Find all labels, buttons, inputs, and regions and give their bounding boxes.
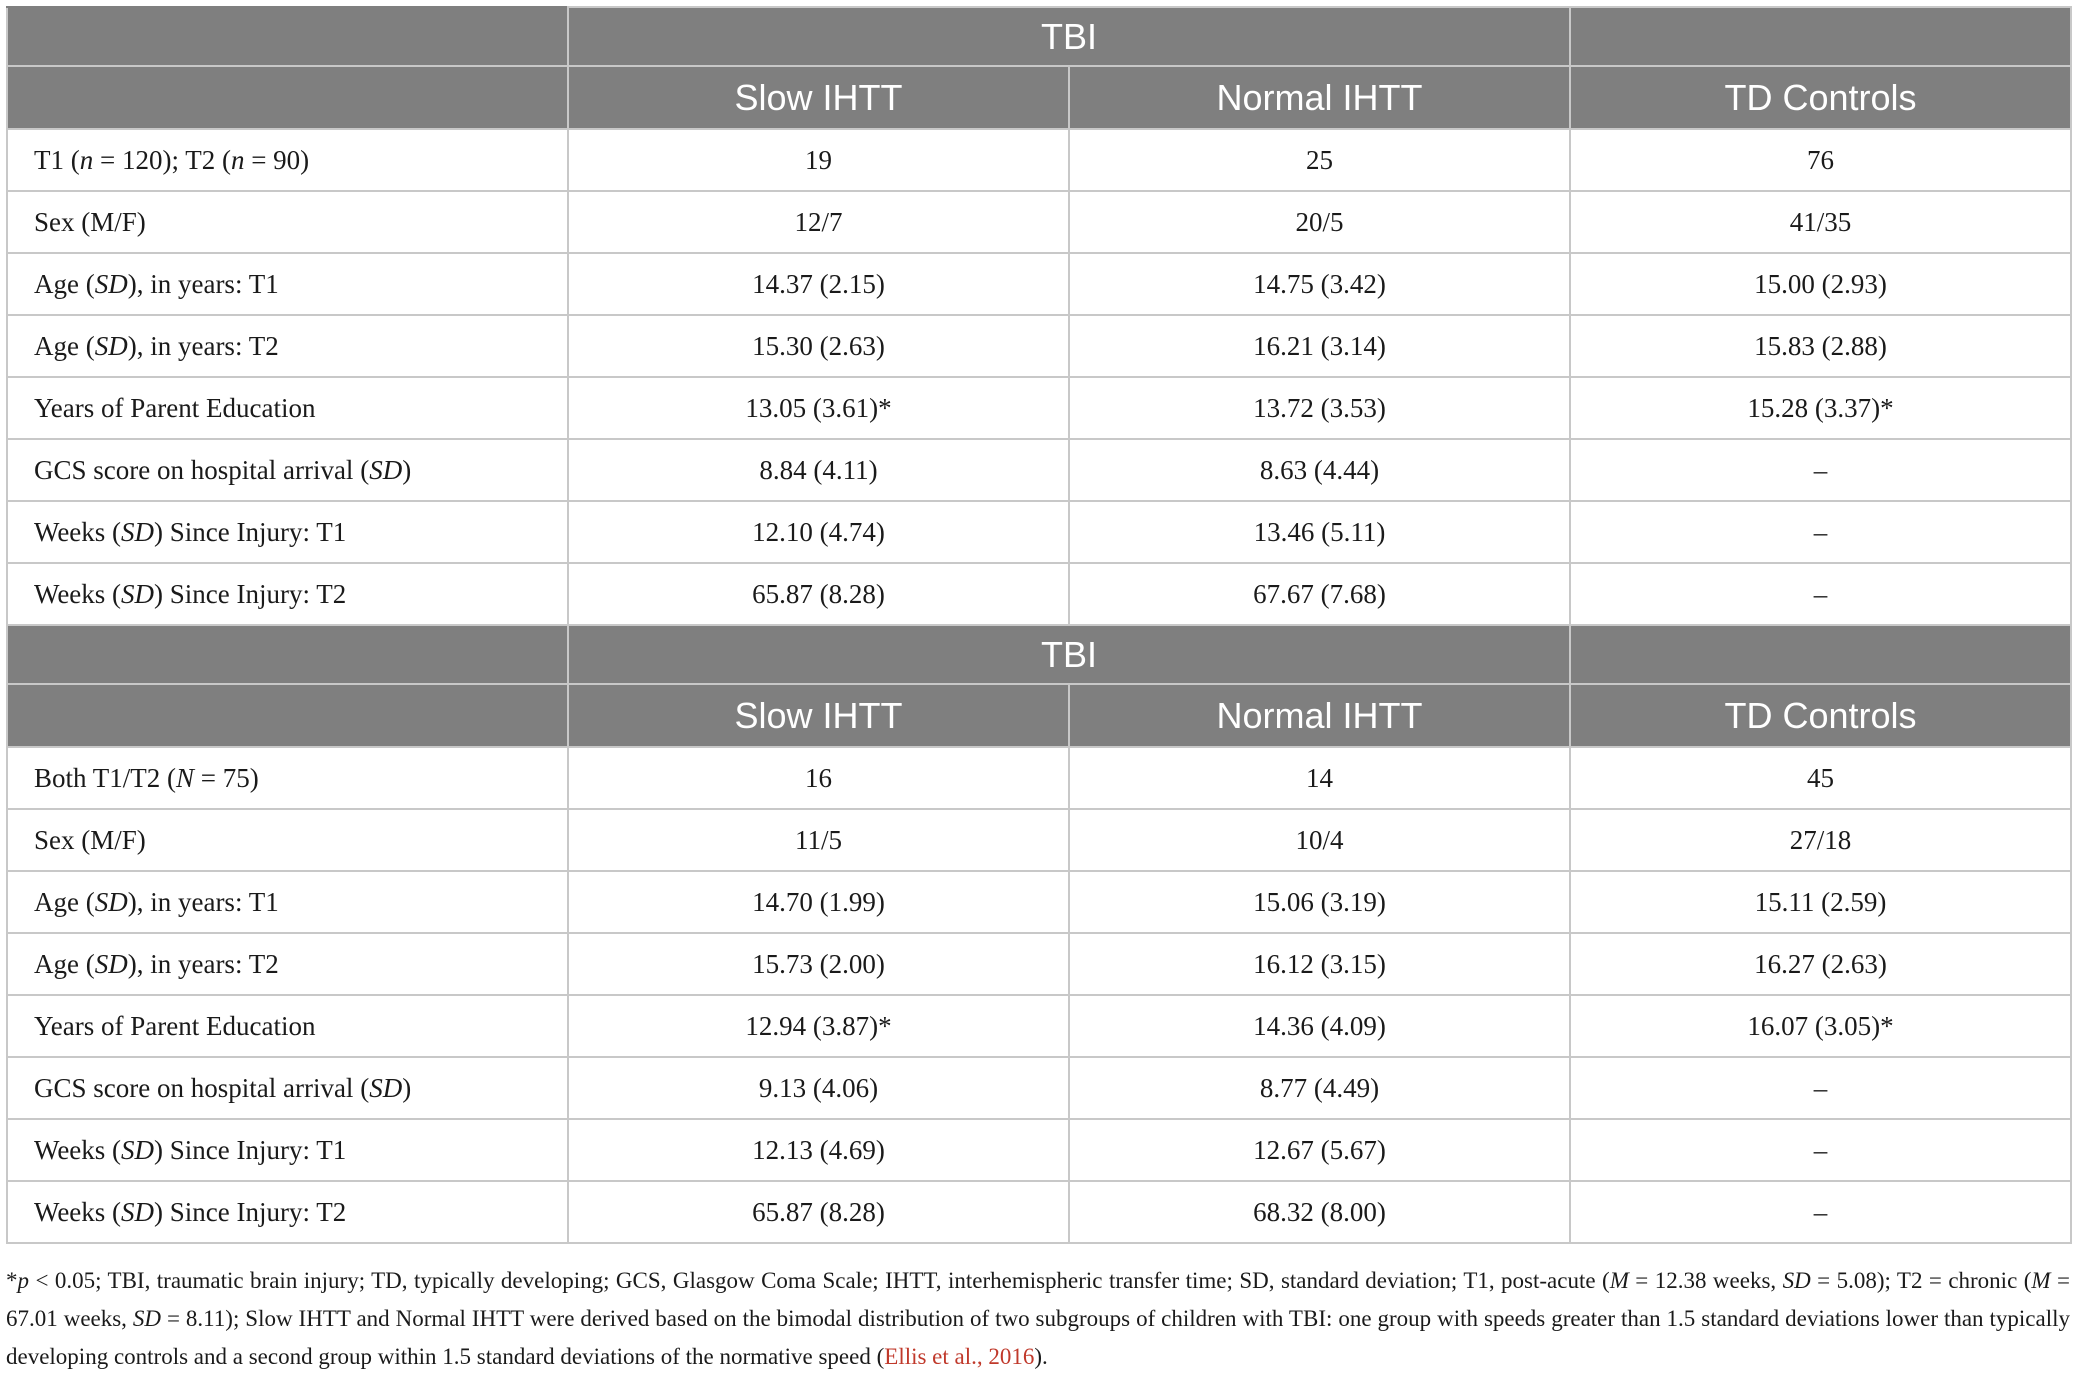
row-label: Age (SD), in years: T1 <box>7 871 568 933</box>
table-cell: 14 <box>1069 747 1570 809</box>
group-header-row <box>7 625 2071 684</box>
footnote-citation-link[interactable]: Ellis et al., 2016 <box>884 1344 1035 1369</box>
table-cell: 65.87 (8.28) <box>568 1181 1069 1243</box>
header-blank-cell <box>7 625 568 684</box>
header-blank-cell <box>1570 625 2071 684</box>
table-cell: 16.07 (3.05)* <box>1570 995 2071 1057</box>
row-label: Weeks (SD) Since Injury: T2 <box>7 1181 568 1243</box>
column-header: Normal IHTT <box>1069 66 1570 129</box>
table-cell: 12.10 (4.74) <box>568 501 1069 563</box>
table-cell: 8.84 (4.11) <box>568 439 1069 501</box>
table-cell: 16.27 (2.63) <box>1570 933 2071 995</box>
group-header-tbi: TBI <box>568 625 1570 684</box>
header-blank-cell <box>7 66 568 129</box>
table-cell: 45 <box>1570 747 2071 809</box>
table-cell: 14.36 (4.09) <box>1069 995 1570 1057</box>
row-label: Years of Parent Education <box>7 377 568 439</box>
table-cell: 14.70 (1.99) <box>568 871 1069 933</box>
table-row <box>7 1119 2071 1181</box>
row-label: Sex (M/F) <box>7 809 568 871</box>
row-label: Both T1/T2 (N = 75) <box>7 747 568 809</box>
table-cell: 65.87 (8.28) <box>568 563 1069 625</box>
table-cell: 14.37 (2.15) <box>568 253 1069 315</box>
table-cell: 11/5 <box>568 809 1069 871</box>
row-label: Weeks (SD) Since Injury: T1 <box>7 1119 568 1181</box>
table-cell: – <box>1570 1119 2071 1181</box>
table-row <box>7 377 2071 439</box>
table-row <box>7 315 2071 377</box>
table-cell: 12/7 <box>568 191 1069 253</box>
header-blank-cell <box>1570 7 2071 66</box>
row-label: Age (SD), in years: T2 <box>7 315 568 377</box>
table-cell: 19 <box>568 129 1069 191</box>
table-cell: 13.72 (3.53) <box>1069 377 1570 439</box>
table-cell: 15.11 (2.59) <box>1570 871 2071 933</box>
table-cell: 15.30 (2.63) <box>568 315 1069 377</box>
table-row <box>7 191 2071 253</box>
table-cell: 76 <box>1570 129 2071 191</box>
table-cell: 68.32 (8.00) <box>1069 1181 1570 1243</box>
table-body <box>7 7 2071 1243</box>
table-cell: 16.12 (3.15) <box>1069 933 1570 995</box>
column-header: TD Controls <box>1570 684 2071 747</box>
column-header: Slow IHTT <box>568 684 1069 747</box>
table-cell: – <box>1570 439 2071 501</box>
group-header-tbi: TBI <box>568 7 1570 66</box>
column-header-row <box>7 66 2071 129</box>
row-label: T1 (n = 120); T2 (n = 90) <box>7 129 568 191</box>
row-label: Weeks (SD) Since Injury: T2 <box>7 563 568 625</box>
table-row <box>7 563 2071 625</box>
table-row <box>7 1057 2071 1119</box>
table-cell: 9.13 (4.06) <box>568 1057 1069 1119</box>
footnote-text: *p < 0.05; TBI, traumatic brain injury; TD, typically developing; GCS, Glasgow Coma Scale; IHTT, interhemispheric transfer time; SD, standard deviation; T1, post-acute (M = 12.38 weeks, SD = 5.08); T2 = chronic (M = 67.01 weeks, SD = 8.11); Slow IHTT and Normal IHTT were derived based on the bimodal distribution of two subgroups of children with TBI: one group with speeds greater than 1.5 standard deviations lower than typically developing controls and a second group within 1.5 standard deviations of the normative speed ( <box>6 1268 2070 1369</box>
table-cell: 15.73 (2.00) <box>568 933 1069 995</box>
table-row <box>7 501 2071 563</box>
column-header: Normal IHTT <box>1069 684 1570 747</box>
table-cell: 27/18 <box>1570 809 2071 871</box>
table-row <box>7 747 2071 809</box>
row-label: Years of Parent Education <box>7 995 568 1057</box>
row-label: Sex (M/F) <box>7 191 568 253</box>
row-label: Age (SD), in years: T2 <box>7 933 568 995</box>
table-row <box>7 253 2071 315</box>
table-cell: 12.94 (3.87)* <box>568 995 1069 1057</box>
table-row <box>7 933 2071 995</box>
demographics-table-container <box>6 6 2070 1244</box>
table-cell: 41/35 <box>1570 191 2071 253</box>
column-header-row <box>7 684 2071 747</box>
group-header-row <box>7 7 2071 66</box>
table-cell: 13.05 (3.61)* <box>568 377 1069 439</box>
table-row <box>7 439 2071 501</box>
table-cell: – <box>1570 563 2071 625</box>
table-cell: 15.83 (2.88) <box>1570 315 2071 377</box>
header-blank-cell <box>7 684 568 747</box>
column-header: Slow IHTT <box>568 66 1069 129</box>
row-label: Age (SD), in years: T1 <box>7 253 568 315</box>
row-label: Weeks (SD) Since Injury: T1 <box>7 501 568 563</box>
table-cell: – <box>1570 501 2071 563</box>
table-cell: 13.46 (5.11) <box>1069 501 1570 563</box>
table-cell: 8.77 (4.49) <box>1069 1057 1570 1119</box>
row-label: GCS score on hospital arrival (SD) <box>7 439 568 501</box>
table-cell: – <box>1570 1057 2071 1119</box>
table-cell: – <box>1570 1181 2071 1243</box>
table-cell: 20/5 <box>1069 191 1570 253</box>
table-row <box>7 871 2071 933</box>
table-cell: 15.28 (3.37)* <box>1570 377 2071 439</box>
table-footnote <box>6 1262 2070 1376</box>
row-label: GCS score on hospital arrival (SD) <box>7 1057 568 1119</box>
column-header: TD Controls <box>1570 66 2071 129</box>
table-cell: 12.67 (5.67) <box>1069 1119 1570 1181</box>
table-cell: 15.06 (3.19) <box>1069 871 1570 933</box>
table-cell: 8.63 (4.44) <box>1069 439 1570 501</box>
table-cell: 25 <box>1069 129 1570 191</box>
header-blank-cell <box>7 7 568 66</box>
table-row <box>7 809 2071 871</box>
table-cell: 16.21 (3.14) <box>1069 315 1570 377</box>
table-cell: 10/4 <box>1069 809 1570 871</box>
demographics-table <box>6 6 2072 1244</box>
footnote-text-end: ). <box>1034 1344 1048 1369</box>
table-cell: 16 <box>568 747 1069 809</box>
table-cell: 14.75 (3.42) <box>1069 253 1570 315</box>
table-cell: 15.00 (2.93) <box>1570 253 2071 315</box>
table-cell: 12.13 (4.69) <box>568 1119 1069 1181</box>
table-row <box>7 1181 2071 1243</box>
table-cell: 67.67 (7.68) <box>1069 563 1570 625</box>
table-row <box>7 129 2071 191</box>
table-row <box>7 995 2071 1057</box>
